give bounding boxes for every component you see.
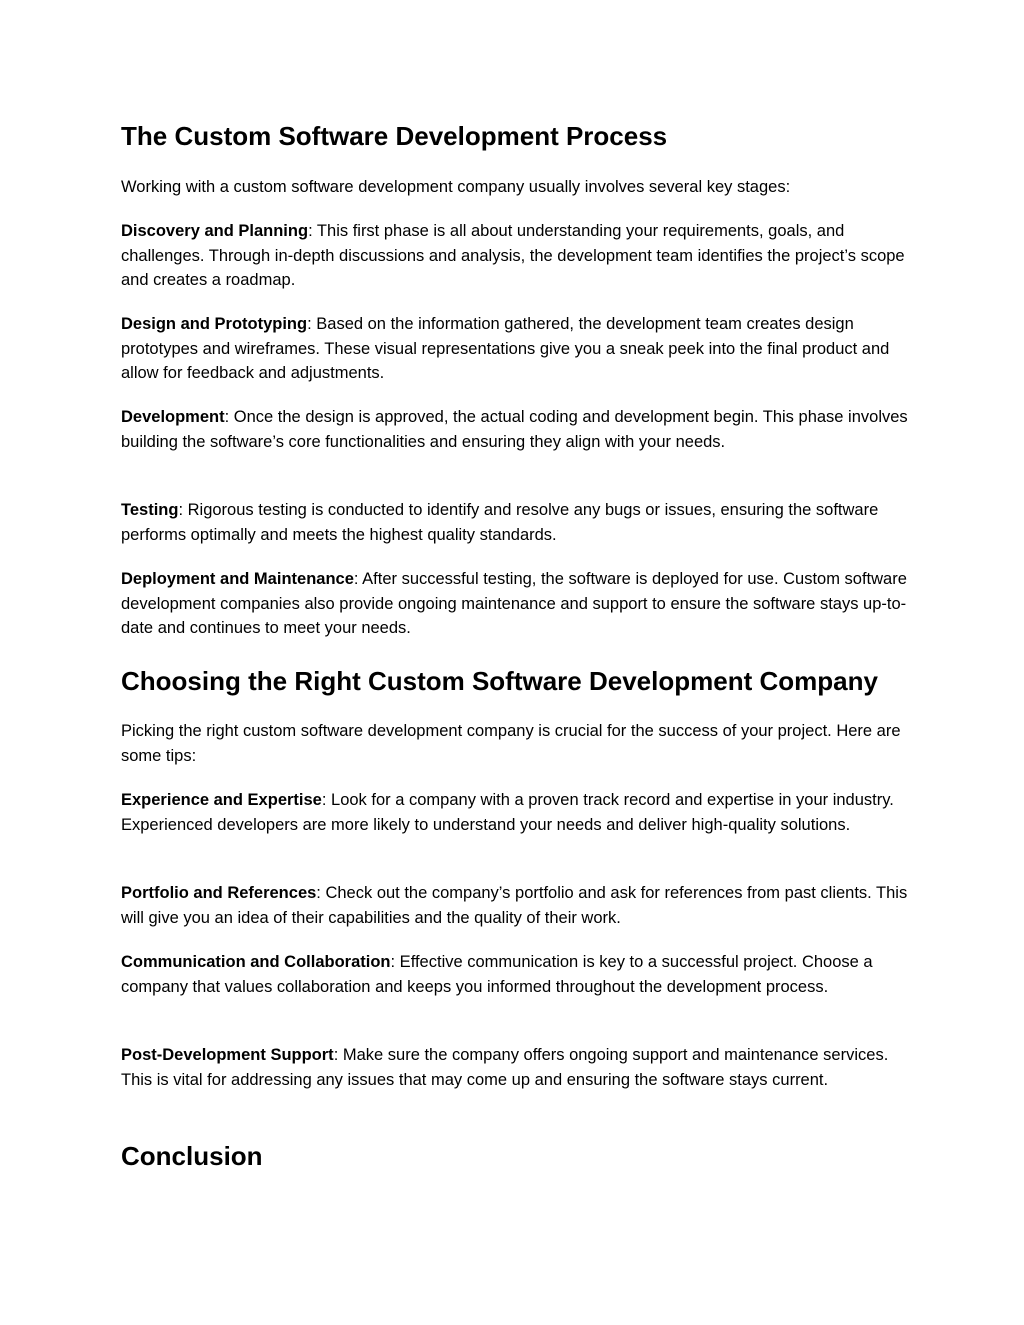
choosing-item-portfolio (121, 881, 911, 930)
item-term: Testing (121, 501, 179, 519)
process-item-deployment (121, 567, 911, 641)
item-term: Experience and Expertise (121, 791, 322, 809)
item-text: : Make sure the company offers ongoing support and maintenance services. This is vital for addressing any issues that may come up and ensuring the software stays current. (121, 1046, 889, 1089)
item-text: : Based on the information gathered, the development team creates design prototypes and wireframes. These visual representations give you a sneak peek into the final product and allow for feedback and adjustments. (121, 315, 890, 382)
process-item-development (121, 405, 911, 454)
item-term: Communication and Collaboration (121, 953, 391, 971)
item-term: Portfolio and References (121, 884, 317, 902)
item-text: : Check out the company’s portfolio and ask for references from past clients. This will give you an idea of their capabilities and the quality of their work. (121, 884, 908, 927)
item-text: : Once the design is approved, the actual coding and development begin. This phase involves building the software’s core functionalities and ensuring they align with your needs. (121, 408, 908, 451)
process-item-discovery (121, 219, 911, 293)
item-term: Post-Development Support (121, 1046, 334, 1064)
process-item-design (121, 312, 911, 386)
choosing-item-communication (121, 950, 911, 999)
item-term: Deployment and Maintenance (121, 570, 354, 588)
section-heading-conclusion: Conclusion (121, 1141, 263, 1171)
choosing-item-support (121, 1043, 911, 1092)
item-term: Design and Prototyping (121, 315, 308, 333)
section-heading-choosing: Choosing the Right Custom Software Development Company (121, 666, 878, 696)
choosing-item-experience (121, 788, 911, 837)
item-text: : Rigorous testing is conducted to identify and resolve any bugs or issues, ensuring the software performs optimally and meets the highest quality standards. (121, 501, 879, 544)
item-text: : This first phase is all about understanding your requirements, goals, and challenges. Through in-depth discussions and analysis, the development team identifies the project’s scope and creates a roadmap. (121, 222, 905, 289)
item-term: Discovery and Planning (121, 222, 309, 240)
choosing-intro: Picking the right custom software development company is crucial for the success of your project. Here are some tips: (121, 722, 901, 765)
item-text: : After successful testing, the software is deployed for use. Custom software development companies also provide ongoing maintenance and support to ensure the software stays up-to-date and continues to meet your needs. (121, 570, 907, 637)
process-item-testing (121, 498, 911, 547)
item-term: Development (121, 408, 225, 426)
section-heading-process: The Custom Software Development Process (121, 121, 668, 151)
item-text: : Effective communication is key to a successful project. Choose a company that values collaboration and keeps you informed throughout the development process. (121, 953, 873, 996)
process-intro: Working with a custom software development company usually involves several key stages: (121, 178, 791, 196)
item-text: : Look for a company with a proven track record and expertise in your industry. Experienced developers are more likely to understand your needs and deliver high-quality solutions. (121, 791, 894, 834)
